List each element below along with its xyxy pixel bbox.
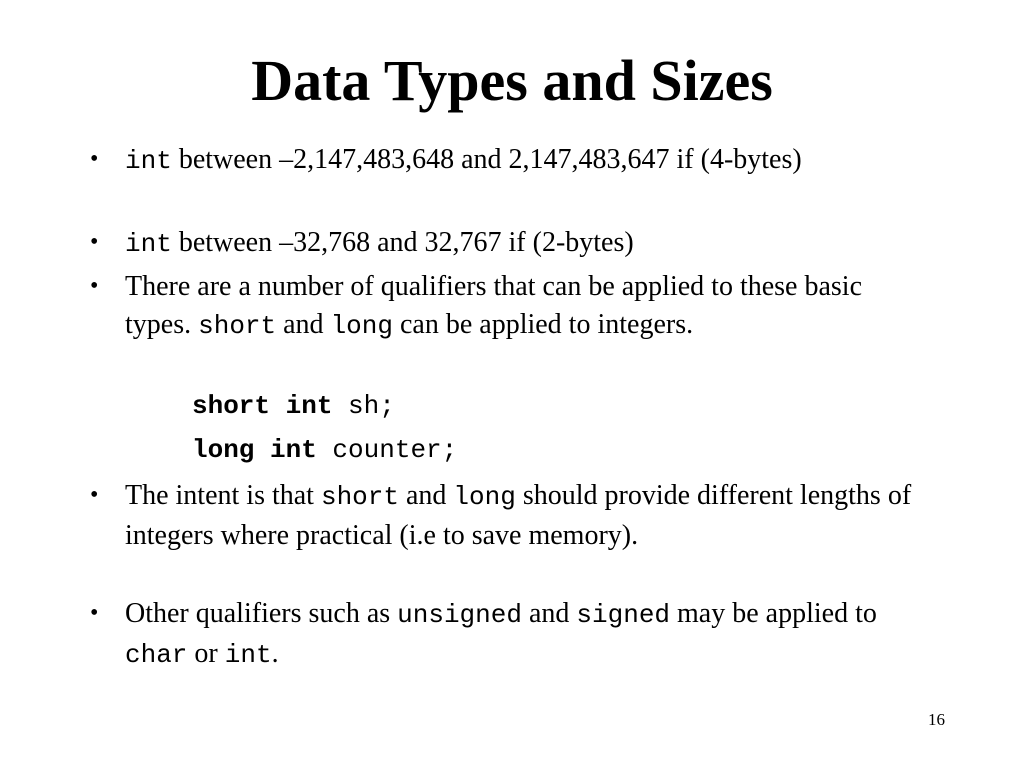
- code-example-line: [192, 432, 457, 469]
- bullet-text: and: [521, 598, 577, 629]
- slide-title: Data Types and Sizes: [251, 48, 773, 113]
- page-number: 16: [928, 710, 945, 729]
- bullet-text: .: [271, 637, 279, 669]
- bullet-text: should provide different lengths of integers where practical (i.e to save memory).: [125, 480, 912, 551]
- code-term: short: [320, 482, 399, 512]
- code-term: int: [224, 639, 272, 670]
- bullet-text: can be applied to integers.: [392, 308, 694, 340]
- bullet-dot: •: [90, 273, 99, 299]
- bullet-item: [90, 595, 925, 674]
- bullet-text: The intent is that: [125, 480, 321, 511]
- bullet-item: [90, 141, 925, 181]
- bullet-text: and: [398, 480, 454, 511]
- code-keyword: short int: [192, 391, 333, 421]
- bullet-dot: •: [90, 482, 99, 508]
- bullet-item: [90, 477, 925, 554]
- code-identifier: sh;: [332, 391, 395, 421]
- bullet-text: may be applied to: [670, 598, 877, 629]
- bullet-text: between –2,147,483,648 and 2,147,483,647 if (4-bytes): [171, 144, 802, 175]
- code-identifier: counter;: [316, 435, 458, 465]
- bullet-text: Other qualifiers such as: [125, 598, 398, 629]
- bullet-dot: •: [90, 146, 99, 172]
- bullet-dot: •: [90, 600, 99, 626]
- bullet-text: and: [276, 308, 331, 340]
- bullet-dot: •: [90, 229, 99, 255]
- code-term: long: [330, 310, 393, 341]
- bullet-text: or: [187, 637, 225, 669]
- code-example-line: [192, 388, 395, 425]
- code-term: signed: [576, 600, 671, 630]
- code-term: long: [453, 482, 516, 512]
- bullet-text: between –32,768 and 32,767 if (2-bytes): [171, 227, 634, 258]
- code-keyword: long int: [192, 435, 317, 465]
- code-term: char: [125, 639, 188, 670]
- bullet-item: [90, 268, 925, 345]
- bullet-item: [90, 224, 925, 264]
- code-term: int: [125, 229, 172, 259]
- bullet-text: There are a number of qualifiers that can be applied to these basic types.: [125, 271, 863, 340]
- code-term: int: [125, 146, 172, 176]
- code-term: short: [198, 310, 277, 341]
- code-term: unsigned: [397, 600, 522, 630]
